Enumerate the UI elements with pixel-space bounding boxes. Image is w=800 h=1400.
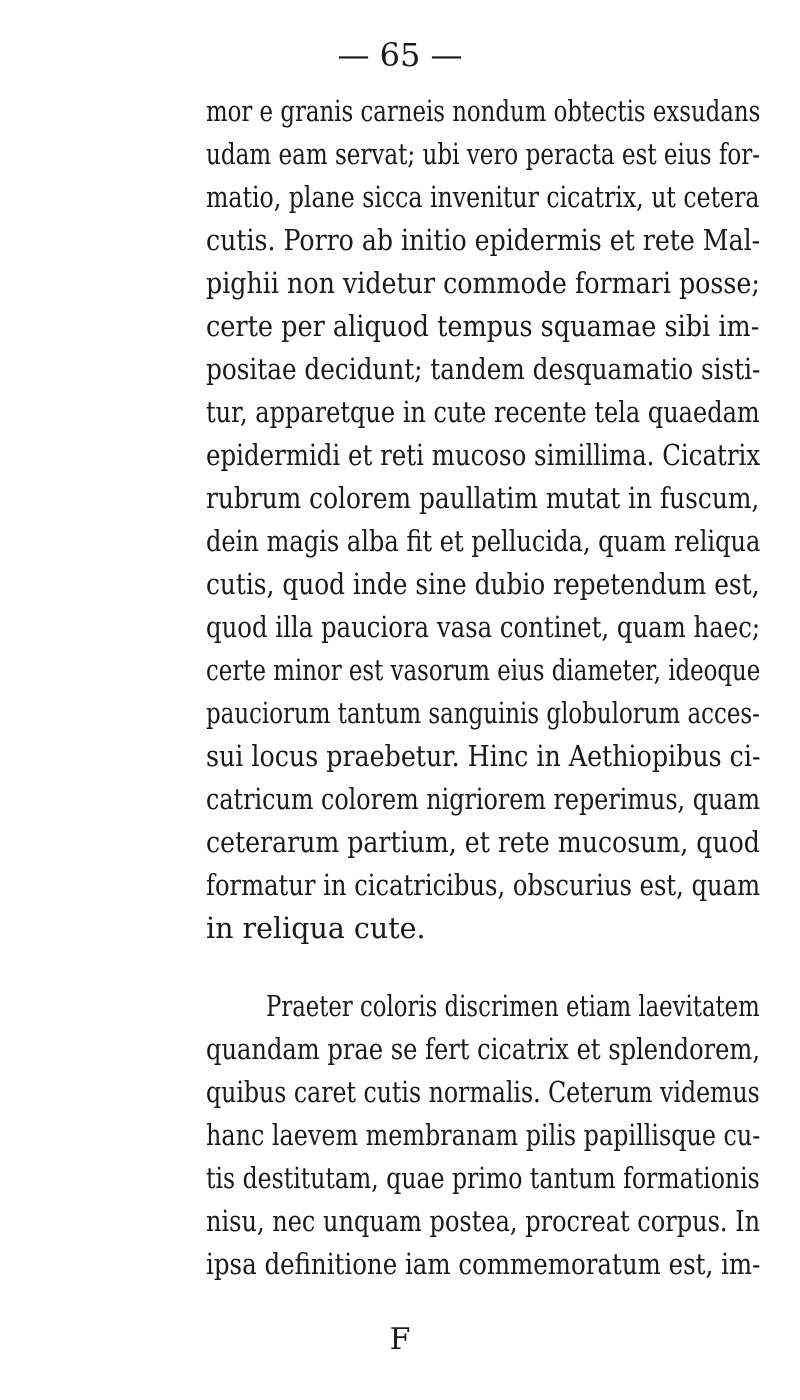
text-line: certe minor est vasorum eius diameter, ideoque [206,654,761,687]
page-number: — 65 — [337,36,463,74]
text-line: positae decidunt; tandem desquamatio sisti- [206,353,761,386]
text-line: udam eam servat; ubi vero peracta est eius for- [206,138,761,171]
text-line: pighii non videtur commode formari posse; [206,267,760,300]
text-line: quod illa pauciora vasa continet, quam haec; [206,611,761,644]
catchword: F [389,1322,411,1357]
text-line: in reliqua cute. [206,912,426,945]
text-line: hanc laevem membranam pilis papillisque cu- [206,1119,761,1152]
text-line: sui locus praebetur. Hinc in Aethiopibus ci- [206,740,761,773]
text-line: rubrum colorem paullatim mutat in fuscum, [206,482,760,515]
text-line: Praeter coloris discrimen etiam laevitatem [266,990,760,1023]
text-line: epidermidi et reti mucoso simillima. Cicatrix [206,439,761,472]
text-line: pauciorum tantum sanguinis globulorum acces- [206,697,760,730]
text-line: ipsa definitione iam commemoratum est, im- [206,1248,761,1281]
text-line: formatur in cicatricibus, obscurius est, quam [206,869,761,902]
text-line: tis destitutam, quae primo tantum formationis [206,1162,760,1195]
text-line: cutis, quod inde sine dubio repetendum est, [206,568,760,601]
text-line: cutis. Porro ab initio epidermis et rete Mal- [206,224,761,257]
text-line: certe per aliquod tempus squamae sibi im- [206,310,760,343]
text-line: matio, plane sicca invenitur cicatrix, ut cetera [206,181,760,214]
text-line: catricum colorem nigriorem reperimus, quam [206,783,761,816]
text-line: ceterarum partium, et rete mucosum, quod [206,826,760,859]
text-line: tur, apparetque in cute recente tela quaedam [206,396,760,429]
text-line: quandam prae se fert cicatrix et splendorem, [206,1033,761,1066]
text-line: nisu, nec unquam postea, procreat corpus. In [206,1205,761,1238]
text-line: dein magis alba fit et pellucida, quam reliqua [206,525,761,558]
text-line: quibus caret cutis normalis. Ceterum videmus [206,1076,760,1109]
text-line: mor e granis carneis nondum obtectis exsudans [206,95,761,128]
